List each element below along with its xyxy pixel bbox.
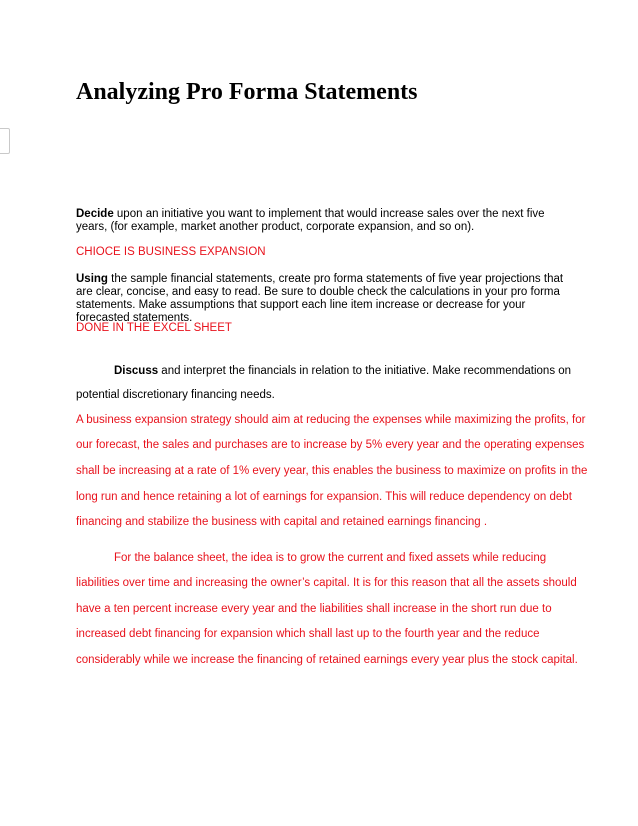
decide-lead: Decide	[76, 208, 114, 220]
using-paragraph	[76, 273, 570, 325]
answer-line: our forecast, the sales and purchases are to increase by 5% every year and the operating expenses	[76, 439, 585, 451]
answer-line: A business expansion strategy should aim at reducing the expenses while maximizing the profits, for	[76, 414, 586, 426]
discuss-line-1	[114, 364, 571, 378]
balance-line: liabilities over time and increasing the owner’s capital. It is for this reason that all the assets should	[76, 577, 577, 589]
using-text: the sample financial statements, create pro forma statements of five year projections that are clear, concise, and easy to read. Be sure to double check the calculations in your pro forma statements. Make assumptions that support each line item increase or decrease for your forecasted statements.	[76, 273, 564, 324]
done-text: DONE IN THE EXCEL SHEET	[76, 322, 232, 334]
using-lead: Using	[76, 273, 108, 285]
answer-line: shall be increasing at a rate of 1% every year, this enables the business to maximize on profits in the	[76, 465, 588, 477]
discuss-text: and interpret the financials in relation to the initiative. Make recommendations on	[158, 365, 572, 377]
decide-text: upon an initiative you want to implement that would increase sales over the next five years, (for example, market another product, corporate expansion, and so on).	[76, 208, 545, 233]
balance-line: considerably while we increase the financing of retained earnings every year plus the stock capital.	[76, 654, 578, 666]
answer-line: financing and stabilize the business with capital and retained earnings financing .	[76, 516, 488, 528]
side-tab[interactable]	[0, 128, 10, 154]
balance-line: increased debt financing for expansion which shall last up to the fourth year and the reduce	[76, 628, 540, 640]
balance-line: For the balance sheet, the idea is to grow the current and fixed assets while reducing	[114, 552, 547, 564]
choice-text: CHIOCE IS BUSINESS EXPANSION	[76, 246, 266, 258]
answer-line: long run and hence retaining a lot of earnings for expansion. This will reduce dependency on debt	[76, 491, 572, 503]
decide-paragraph	[76, 208, 570, 234]
balance-line: have a ten percent increase every year and the liabilities shall increase in the short run due to	[76, 603, 552, 615]
page-title: Analyzing Pro Forma Statements	[76, 79, 418, 105]
discuss-line-2: potential discretionary financing needs.	[76, 389, 275, 401]
discuss-lead: Discuss	[114, 365, 159, 377]
